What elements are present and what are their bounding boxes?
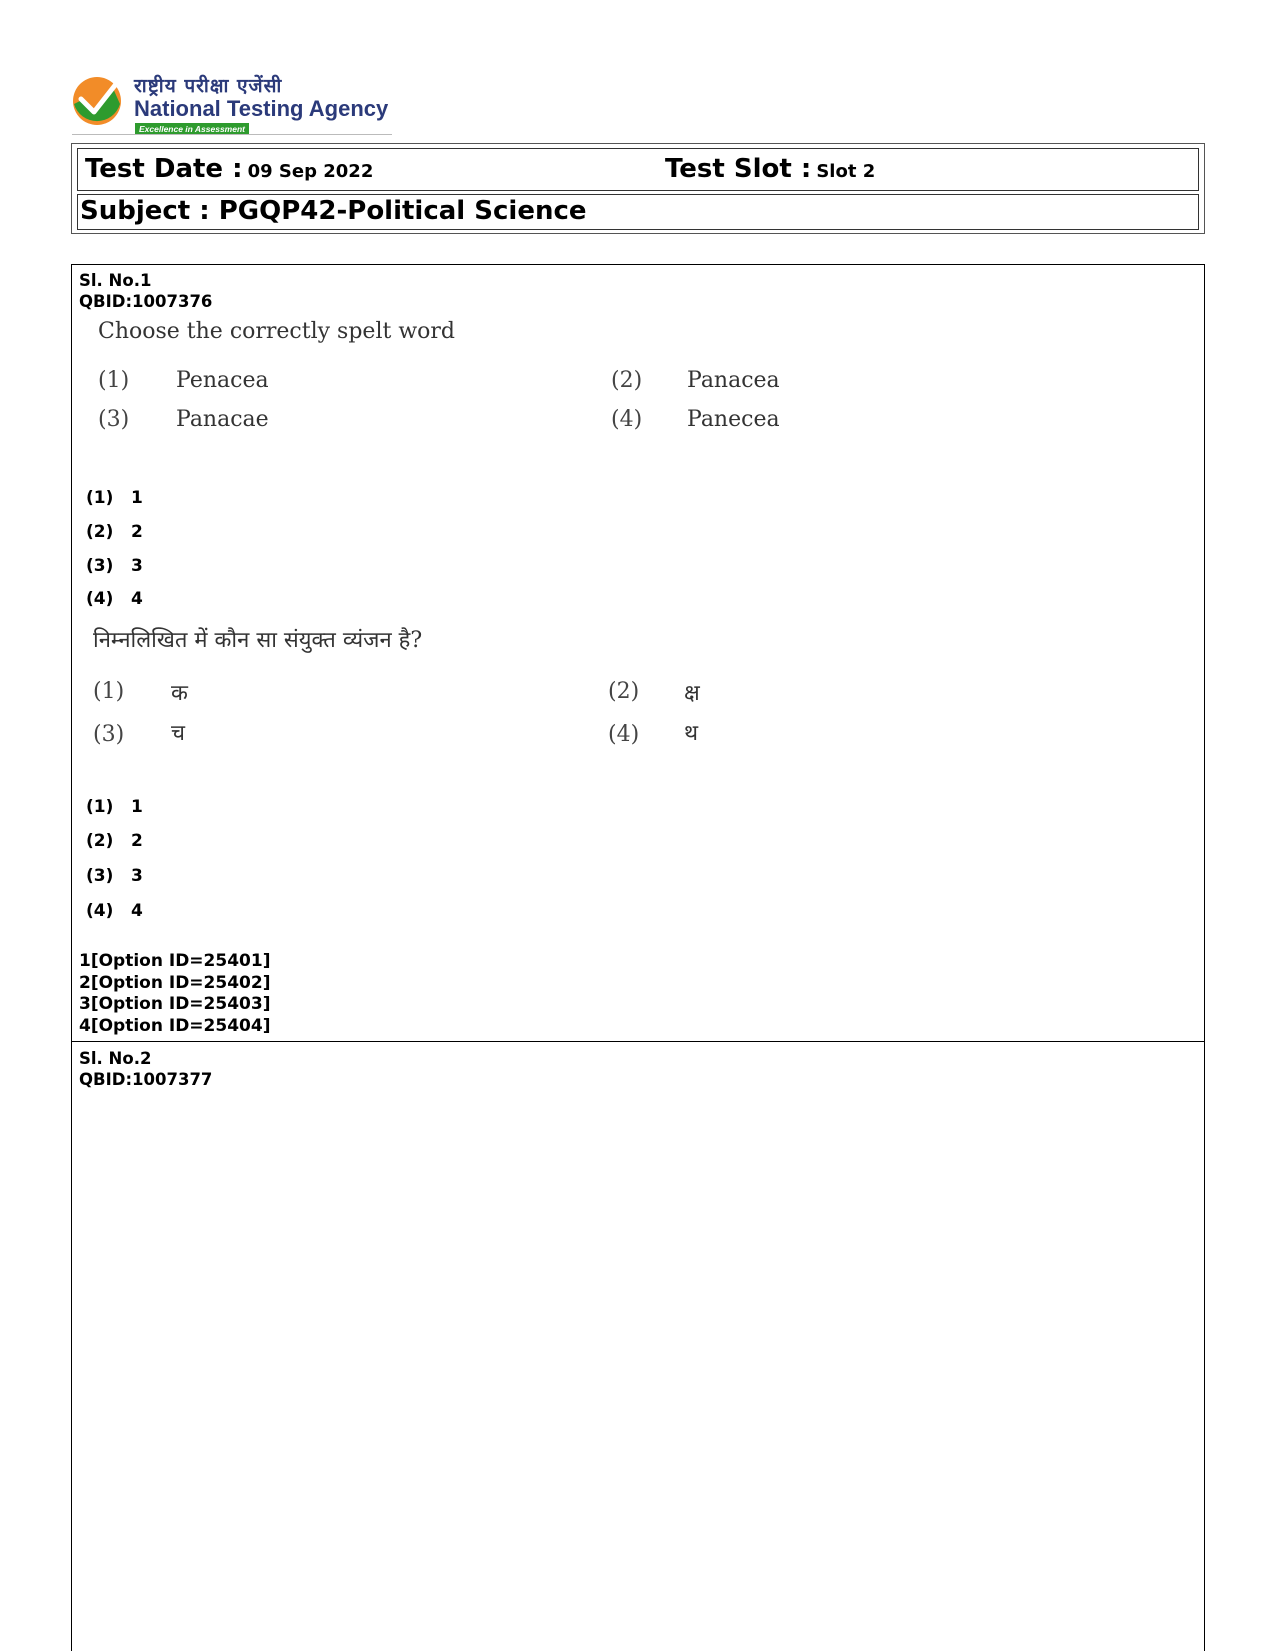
question-meta	[79, 1048, 212, 1090]
option-number: (2)	[608, 679, 640, 704]
option-id: 1[Option ID=25401]	[79, 951, 271, 971]
option-id: 2[Option ID=25402]	[79, 972, 271, 993]
answer-choice: (4) 4	[86, 589, 143, 609]
option-number: (1)	[98, 368, 130, 393]
option-number: (4)	[611, 407, 643, 432]
option-number: (3)	[98, 407, 130, 432]
answer-choice: (3) 3	[86, 866, 143, 886]
option-text: थ	[684, 721, 699, 746]
answer-choice: (1) 1	[86, 488, 143, 508]
answer-choice: (3) 3	[86, 556, 143, 576]
subject-row	[77, 194, 1199, 230]
option-number: (4)	[608, 722, 640, 747]
option-number: (2)	[611, 368, 643, 393]
answer-choice: (1) 1	[86, 797, 143, 817]
option-id: 4[Option ID=25404]	[79, 1015, 271, 1036]
test-info-header	[71, 143, 1205, 234]
answer-choice: (4) 4	[86, 901, 143, 921]
option-text: क्ष	[684, 681, 700, 706]
question-block-2	[71, 1042, 1205, 1651]
option-text: Panecea	[687, 407, 780, 432]
option-text: क	[171, 681, 188, 706]
option-text: Panacae	[176, 407, 269, 432]
test-slot-value: Slot 2	[816, 161, 876, 182]
option-number: (3)	[93, 722, 125, 747]
qbid: QBID:1007376	[79, 292, 213, 311]
option-text: च	[171, 721, 185, 746]
option-text: Panacea	[687, 368, 780, 393]
subject-title: Subject : PGQP42-Political Science	[80, 196, 587, 226]
answer-choice: (2) 2	[86, 831, 143, 851]
logo-english-text: National Testing Agency	[134, 96, 389, 121]
option-id: 3[Option ID=25403]	[79, 994, 271, 1014]
test-date-value: 09 Sep 2022	[247, 161, 374, 182]
question-meta	[79, 270, 212, 312]
question-stem-hindi: निम्नलिखित में कौन सा संयुक्त व्यंजन है?	[93, 628, 423, 653]
qbid: QBID:1007377	[79, 1070, 213, 1089]
option-text: Penacea	[176, 368, 269, 393]
question-block-1	[71, 264, 1205, 1042]
option-id-list	[79, 951, 270, 1037]
logo-divider	[72, 134, 392, 135]
answer-choice: (2) 2	[86, 522, 143, 542]
logo-tagline: Excellence in Assessment	[135, 123, 249, 135]
date-slot-row	[77, 148, 1199, 191]
serial-number: Sl. No.1	[79, 271, 152, 290]
test-date	[85, 154, 373, 184]
test-slot-label: Test Slot :	[665, 154, 812, 184]
logo-hindi-text: राष्ट्रीय परीक्षा एजेंसी	[134, 75, 283, 97]
serial-number: Sl. No.2	[79, 1049, 152, 1068]
test-slot	[665, 154, 875, 184]
nta-checkmark-icon	[72, 76, 122, 126]
test-date-label: Test Date :	[85, 154, 243, 184]
nta-logo	[72, 72, 392, 138]
question-stem-english: Choose the correctly spelt word	[98, 319, 455, 344]
option-number: (1)	[93, 679, 125, 704]
